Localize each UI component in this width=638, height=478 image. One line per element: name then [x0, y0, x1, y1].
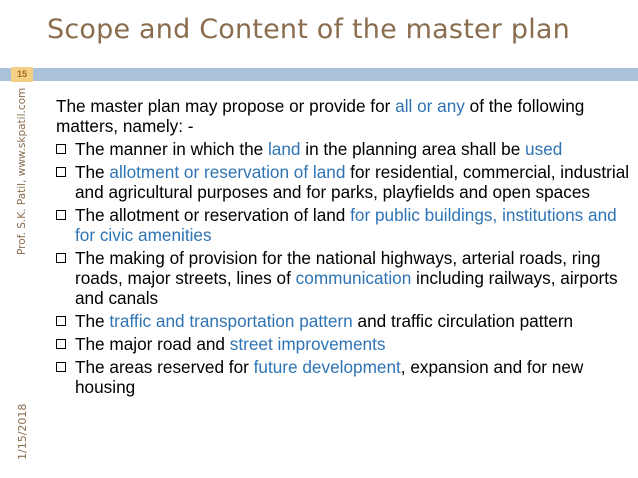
- text-run: for residential, commercial, industrial and agricultural purposes and for parks, playfields and open spaces: [75, 162, 630, 202]
- list-item-text: [75, 334, 385, 354]
- checkbox-bullet-icon: [56, 362, 66, 372]
- highlighted-text: future development: [253, 357, 401, 377]
- list-item: [56, 334, 631, 354]
- text-run: The manner in which the: [75, 139, 268, 159]
- highlighted-text: land: [267, 139, 301, 159]
- highlighted-text: for public buildings, institutions and for civic amenities: [75, 205, 617, 245]
- list-item-text: [75, 357, 583, 397]
- list-item: [56, 357, 631, 397]
- checkbox-bullet-icon: [56, 316, 66, 326]
- list-item-text: [75, 205, 617, 245]
- checkbox-bullet-icon: [56, 167, 66, 177]
- highlighted-text: street improvements: [229, 334, 386, 354]
- text-run: The areas reserved for: [75, 357, 254, 377]
- slide-title: Scope and Content of the master plan: [47, 14, 570, 45]
- text-run: in the planning area shall be: [300, 139, 526, 159]
- list-item-text: [75, 162, 629, 202]
- text-run: The: [75, 311, 110, 331]
- slide-body: [56, 96, 631, 400]
- list-item: [56, 139, 631, 159]
- highlighted-text: traffic and transportation pattern: [109, 311, 353, 331]
- date-footer: 1/15/2018: [16, 403, 29, 460]
- list-item: [56, 205, 631, 245]
- text-run: The major road and: [75, 334, 230, 354]
- highlighted-text: all or any: [395, 96, 465, 116]
- text-run: including railways, airports and canals: [75, 268, 618, 308]
- title-divider-bar: [0, 68, 638, 81]
- intro-paragraph: [56, 96, 631, 136]
- list-item-text: [75, 139, 562, 159]
- list-item: [56, 248, 631, 308]
- text-run: The making of provision for the national highways, arterial roads, ring roads, major streets, lines of: [75, 248, 601, 288]
- text-run: of the following matters, namely: -: [56, 96, 585, 136]
- author-footer: Prof. S.K. Patil, www.skpatil.com: [16, 87, 28, 255]
- bullet-list: [56, 139, 631, 397]
- list-item-text: [75, 248, 618, 308]
- text-run: The allotment or reservation of land: [75, 205, 351, 225]
- list-item: [56, 162, 631, 202]
- highlighted-text: communication: [295, 268, 412, 288]
- checkbox-bullet-icon: [56, 144, 66, 154]
- page-number-badge: 15: [11, 67, 33, 82]
- text-run: The: [75, 162, 110, 182]
- checkbox-bullet-icon: [56, 253, 66, 263]
- text-run: and traffic circulation pattern: [352, 311, 574, 331]
- list-item: [56, 311, 631, 331]
- highlighted-text: used: [525, 139, 563, 159]
- checkbox-bullet-icon: [56, 339, 66, 349]
- text-run: The master plan may propose or provide for: [56, 96, 396, 116]
- checkbox-bullet-icon: [56, 210, 66, 220]
- list-item-text: [75, 311, 573, 331]
- text-run: , expansion and for new housing: [75, 357, 584, 397]
- highlighted-text: allotment or reservation of land: [109, 162, 346, 182]
